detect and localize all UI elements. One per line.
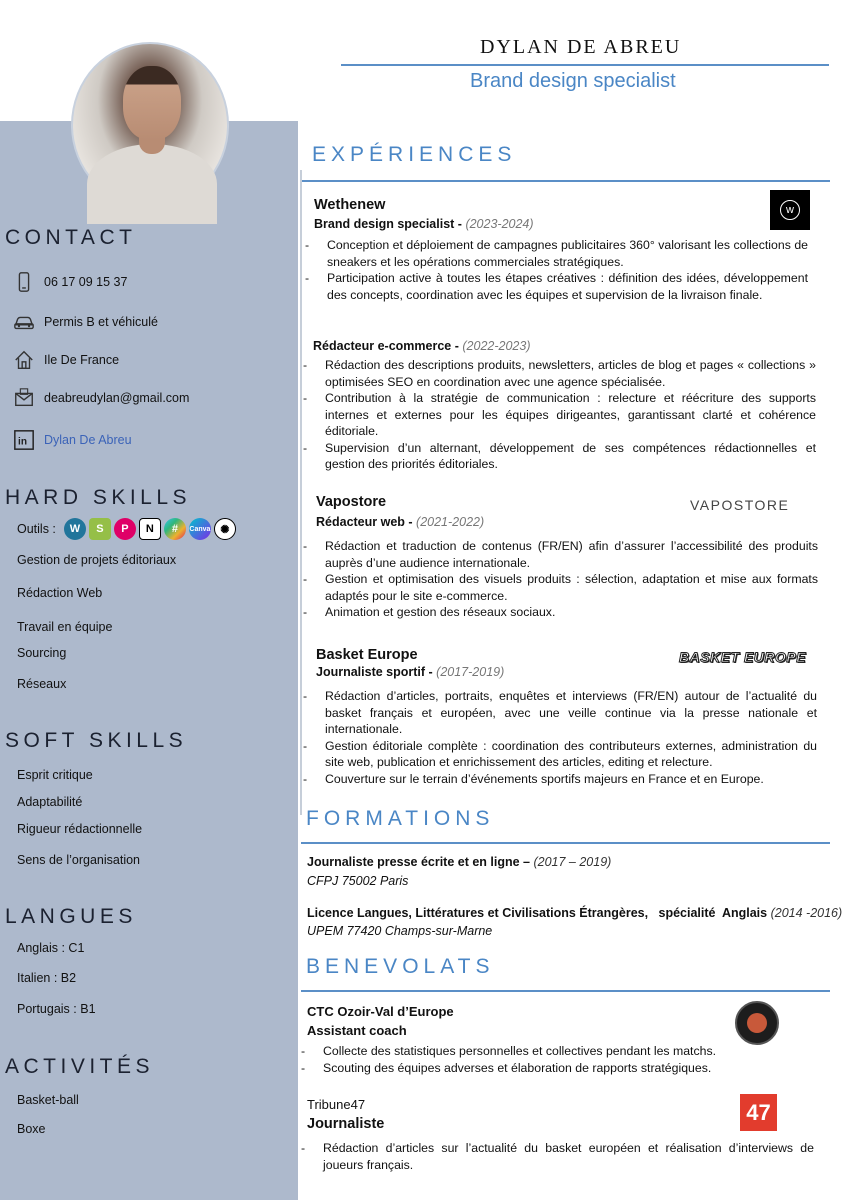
soft-skills-heading: SOFT SKILLS — [5, 729, 188, 752]
tools-label: Outils : — [17, 522, 56, 536]
job-bullets — [305, 237, 808, 303]
job-position — [316, 515, 484, 529]
language-item: Anglais : C1 — [17, 941, 85, 955]
activity-item: Basket-ball — [17, 1093, 79, 1107]
job-bullets — [303, 357, 816, 473]
formations-heading: FORMATIONS — [306, 807, 495, 830]
volunteer-role: Journaliste — [307, 1116, 385, 1132]
job-position — [313, 339, 530, 353]
hard-skill-item: Sourcing — [17, 646, 67, 660]
formations-divider — [301, 842, 830, 844]
car-icon — [12, 310, 36, 334]
svg-text:in: in — [18, 436, 28, 448]
position-title: Journaliste sportif - — [316, 665, 437, 679]
bullet-item: - Rédaction des descriptions produits, newsletters, articles de blog et pages « collections » optimisées SEO en coordination avec une agence spécialisée. — [303, 357, 816, 390]
wethenew-w-icon: w — [780, 200, 800, 220]
job-position — [316, 665, 504, 679]
volunteer-role: Assistant coach — [307, 1023, 407, 1038]
language-item: Portugais : B1 — [17, 1002, 96, 1016]
experiences-heading: EXPÉRIENCES — [312, 143, 517, 166]
bullet-item: - Rédaction d’articles, portraits, enquêtes et interviews (FR/EN) autour de l’actualité du basket français et européen, avec une veille continue via la presse nationale et internationale. — [303, 688, 817, 738]
linkedin-icon — [12, 428, 36, 452]
slack-icon: # — [164, 518, 186, 540]
hard-skills-heading: HARD SKILLS — [5, 486, 192, 509]
company-name: Basket Europe — [316, 647, 418, 663]
formation-school: UPEM 77420 Champs-sur-Marne — [307, 924, 493, 938]
ctc-logo — [735, 1001, 779, 1045]
formation-years: (2017 – 2019) — [533, 855, 612, 869]
photo-head — [123, 66, 181, 140]
name-divider — [341, 64, 829, 66]
position-years: (2017-2019) — [436, 665, 505, 679]
bullet-item: - Gestion éditoriale complète : coordination des contributeurs externes, administration du site web, publication et enrichissement des articles, editing et relecture. — [303, 738, 817, 771]
tribune47-logo: 47 — [740, 1094, 777, 1131]
phone-icon — [12, 270, 36, 294]
formation-name: Licence Langues, Littératures et Civilisations Étrangères, spécialité Anglais — [307, 906, 771, 920]
company-name: Wethenew — [314, 197, 386, 213]
position-years: (2021-2022) — [416, 515, 485, 529]
position-title: Rédacteur web - — [316, 515, 417, 529]
formation-years: (2014 -2016) — [770, 906, 842, 920]
soft-skill-item: Rigueur rédactionnelle — [17, 822, 143, 836]
bullet-item: - Participation active à toutes les étapes créatives : définition des idées, développement des concepts, coordination avec les équipes et supervision de la livraison finale. — [305, 270, 808, 303]
bullet-item: - Rédaction d’articles sur l’actualité du basket européen et réalisation d’interviews de joueurs français. — [301, 1140, 814, 1173]
position-years: (2023-2024) — [465, 217, 534, 231]
linkedin-row — [12, 428, 132, 452]
formation-name: Journaliste presse écrite et en ligne – — [307, 855, 534, 869]
bullet-item: - Scouting des équipes adverses et élaboration de rapports stratégiques. — [301, 1060, 731, 1077]
formation-title — [307, 906, 842, 920]
shopify-icon: S — [89, 518, 111, 540]
job-bullets — [303, 538, 818, 621]
photo-shirt — [87, 144, 217, 224]
wordpress-icon: W — [64, 518, 86, 540]
location-text: Ile De France — [44, 353, 120, 367]
hard-skill-item: Gestion de projets éditoriaux — [17, 553, 177, 567]
license-row — [12, 310, 158, 334]
experiences-divider — [301, 180, 830, 182]
language-item: Italien : B2 — [17, 971, 77, 985]
phone-row — [12, 270, 127, 294]
notion-icon: N — [139, 518, 161, 540]
license-text: Permis B et véhiculé — [44, 315, 158, 329]
volunteer-org: Tribune47 — [307, 1097, 366, 1112]
hard-skill-item: Rédaction Web — [17, 586, 103, 600]
full-name: DYLAN DE ABREU — [480, 36, 682, 58]
job-position — [314, 217, 534, 231]
chatgpt-icon: ✺ — [214, 518, 236, 540]
bullet-item: - Conception et déploiement de campagnes publicitaires 360° valorisant les collections de sneakers et les opérations commerciales stratégiques. — [305, 237, 808, 270]
wethenew-logo — [770, 190, 810, 230]
formation-title — [307, 855, 611, 869]
benevolats-divider — [301, 990, 830, 992]
tools-row — [17, 518, 236, 540]
email-row — [12, 386, 189, 410]
hard-skill-item: Réseaux — [17, 677, 67, 691]
soft-skill-item: Esprit critique — [17, 768, 93, 782]
bullet-item: - Animation et gestion des réseaux sociaux. — [303, 604, 818, 621]
bullet-item: - Collecte des statistiques personnelles et collectives pendant les matchs. — [301, 1043, 731, 1060]
prestashop-icon: P — [114, 518, 136, 540]
email-text[interactable]: deabreudylan@gmail.com — [44, 391, 190, 405]
position-title: Brand design specialist - — [314, 217, 466, 231]
volunteer-org: CTC Ozoir-Val d’Europe — [307, 1004, 454, 1019]
basketball-icon — [747, 1013, 767, 1033]
mail-icon — [12, 386, 36, 410]
languages-heading: LANGUES — [5, 905, 137, 928]
basket-europe-logo: BASKET EUROPE — [679, 649, 807, 665]
home-icon — [12, 348, 36, 372]
canva-icon: Canva — [189, 518, 211, 540]
bullet-item: - Couverture sur le terrain d’événements sportifs majeurs en France et en Europe. — [303, 771, 817, 788]
job-bullets — [303, 688, 817, 787]
benevolats-heading: BENEVOLATS — [306, 955, 495, 978]
activities-heading: ACTIVITÉS — [5, 1055, 155, 1078]
activity-item: Boxe — [17, 1122, 46, 1136]
contact-heading: CONTACT — [5, 226, 137, 249]
soft-skill-item: Sens de l’organisation — [17, 853, 140, 867]
bullet-item: - Gestion et optimisation des visuels produits : sélection, adaptation et mise aux formats adaptés pour le site e-commerce. — [303, 571, 818, 604]
profile-photo — [71, 42, 229, 208]
soft-skill-item: Adaptabilité — [17, 795, 83, 809]
volunteer-bullets — [301, 1043, 731, 1076]
position-years: (2022-2023) — [462, 339, 531, 353]
volunteer-bullets — [301, 1140, 814, 1173]
position-title: Rédacteur e-commerce - — [313, 339, 463, 353]
vapostore-logo: VAPOSTORE — [690, 497, 790, 513]
job-role: Brand design specialist — [470, 70, 676, 92]
location-row — [12, 348, 119, 372]
bullet-item: - Supervision d’un alternant, développement de ses compétences rédactionnelles et gestion des priorités éditoriales. — [303, 440, 816, 473]
experiences-vertical-rule — [300, 170, 302, 815]
formation-school: CFPJ 75002 Paris — [307, 874, 409, 888]
bullet-item: - Contribution à la stratégie de communication : relecture et réécriture des supports internes et externes pour les équipes dirigeantes, garantissant clarté et cohérence éditoriale. — [303, 390, 816, 440]
bullet-item: - Rédaction et traduction de contenus (FR/EN) afin d’assurer l’accessibilité des produits auprès d’une audience internationale. — [303, 538, 818, 571]
hard-skill-item: Travail en équipe — [17, 620, 113, 634]
phone-text: 06 17 09 15 37 — [44, 275, 128, 289]
company-name: Vapostore — [316, 494, 387, 510]
linkedin-link[interactable]: Dylan De Abreu — [44, 433, 132, 447]
